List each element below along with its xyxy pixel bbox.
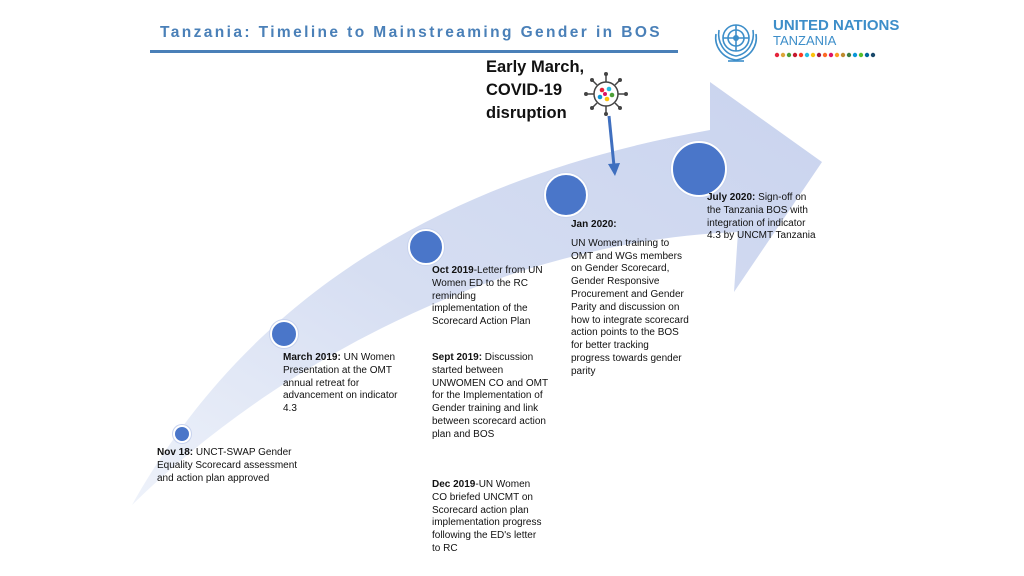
event-nov-2018 — [157, 447, 309, 485]
milestone-mar-2019 — [270, 320, 298, 348]
logo-text-line2: TANZANIA — [773, 33, 837, 48]
event-date: Oct 2019 — [432, 265, 474, 276]
event-date: Dec 2019 — [432, 479, 476, 490]
virus-icon — [582, 70, 630, 118]
event-text: -Letter from UN Women ED to the RC reminding implementation of the Scorecard Action Plan — [432, 265, 543, 328]
event-date: March 2019: — [283, 352, 341, 363]
milestone-oct-2019 — [408, 229, 444, 265]
event-dec-2019 — [432, 479, 544, 556]
event-text: UN Women Presentation at the OMT annual retreat for advancement on indicator 4.3 — [283, 352, 398, 415]
logo-text-line1: UNITED NATIONS — [773, 17, 900, 34]
event-oct-2019 — [432, 265, 544, 329]
title-underline — [150, 50, 678, 53]
covid-label-line2: COVID-19 — [486, 81, 563, 99]
event-jan-2020 — [571, 219, 689, 379]
event-date: Sept 2019: — [432, 352, 483, 363]
event-mar-2019 — [283, 352, 411, 416]
milestone-jan-2020 — [544, 173, 588, 217]
covid-label-line1: Early March, — [486, 58, 585, 76]
sdg-dots-icon — [774, 52, 882, 58]
covid-disruption-label — [486, 56, 584, 125]
event-text: UN Women training to OMT and WGs members on Gender Scorecard, Gender Responsive Procurement and Gender Parity and discussion on how to integrate scorecard action points to the BOS for better tracking progress towards gender parity — [571, 237, 689, 377]
event-sept-2019 — [432, 352, 552, 442]
event-text: -UN Women CO briefed UNCMT on Scorecard action plan implementation progress following the ED's letter to RC — [432, 479, 542, 554]
un-emblem-icon — [708, 12, 764, 68]
event-text: UNCT-SWAP Gender Equality Scorecard assessment and action plan approved — [157, 447, 298, 484]
event-date: Jan 2020: — [571, 219, 617, 230]
event-date: Nov 18: — [157, 447, 194, 458]
event-text: Sign-off on the Tanzania BOS with integration of indicator 4.3 by UNCMT Tanzania — [707, 192, 816, 242]
covid-label-line3: disruption — [486, 104, 567, 122]
milestone-nov-2018 — [173, 425, 191, 443]
event-text: Discussion started between UNWOMEN CO and OMT for the Implementation of Gender training and link between scorecard action plan and BOS — [432, 352, 548, 440]
event-date: July 2020: — [707, 192, 756, 203]
milestone-jul-2020 — [671, 141, 727, 197]
page-title: Tanzania: Timeline to Mainstreaming Gender in BOS — [160, 24, 663, 41]
event-jul-2020 — [707, 192, 819, 243]
